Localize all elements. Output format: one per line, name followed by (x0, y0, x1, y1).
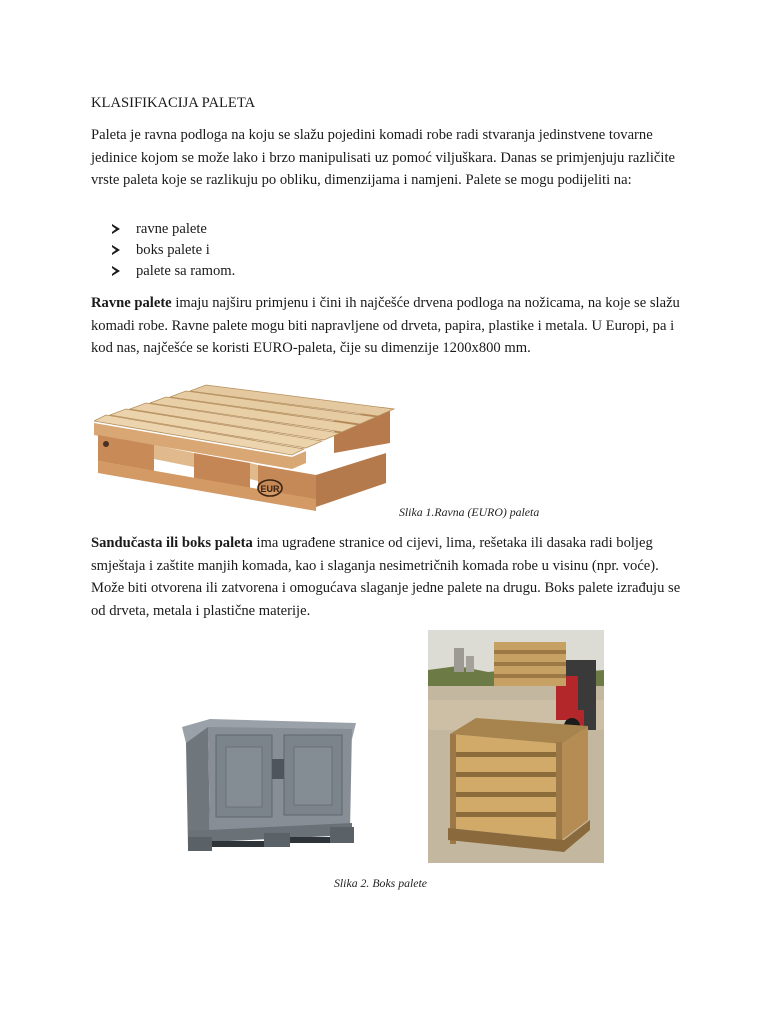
euro-pallet-image (94, 383, 398, 515)
arrow-bullet-icon (112, 266, 120, 276)
document-title: KLASIFIKACIJA PALETA (91, 95, 256, 111)
plastic-box-pallet-image (180, 719, 358, 851)
box-pallets-text: ima ugrađene stranice od cijevi, lima, rešetaka ili dasaka radi boljeg smještaja i zaštite manjih komada, kao i slaganja nesimetričnih komada robe u visinu (npr. voće). Može biti otvorena ili zatvorena i omogućava slaganje jedne palete na drugu. Boks palete izrađuju se od drveta, metala i plastične materije. (91, 535, 681, 619)
arrow-bullet-icon (112, 245, 120, 255)
arrow-bullet-icon (112, 224, 120, 234)
flat-pallets-text: imaju najširu primjenu i čini ih najčešće drvena podloga na nožicama, na koje se slažu komadi robe. Ravne palete mogu biti napravljene od drveta, papira, plastike i metala. U Europi, pa i kod nas, najčešće se koristi EURO-paleta, čije su dimenzije 1200x800 mm. (91, 295, 680, 356)
flat-pallets-term: Ravne palete (91, 295, 172, 311)
pallet-types-list (112, 219, 235, 282)
box-pallets-paragraph (91, 532, 691, 622)
eur-stamp-text: EUR (260, 484, 280, 494)
box-pallets-term: Sandučasta ili boks paleta (91, 535, 253, 551)
flat-pallets-paragraph (91, 292, 691, 360)
figure2-caption: Slika 2. Boks palete (334, 876, 428, 890)
figure1-caption: Slika 1.Ravna (EURO) paleta (399, 505, 540, 519)
list-item: boks palete i (112, 240, 235, 261)
wooden-box-pallet-image (428, 630, 604, 863)
intro-paragraph: Paleta je ravna podloga na koju se slažu pojedini komadi robe radi stvaranja jedinstvene tovarne jedinice kojom se može lako i brzo manipulisati uz pomoć viljuškara. Danas se primjenjuju različite vrste paleta koje se razlikuju po obliku, dimenzijama i namjeni. Palete se mogu podijeliti na: (91, 127, 675, 188)
list-item: palete sa ramom. (112, 261, 235, 282)
list-item: ravne palete (112, 219, 235, 240)
